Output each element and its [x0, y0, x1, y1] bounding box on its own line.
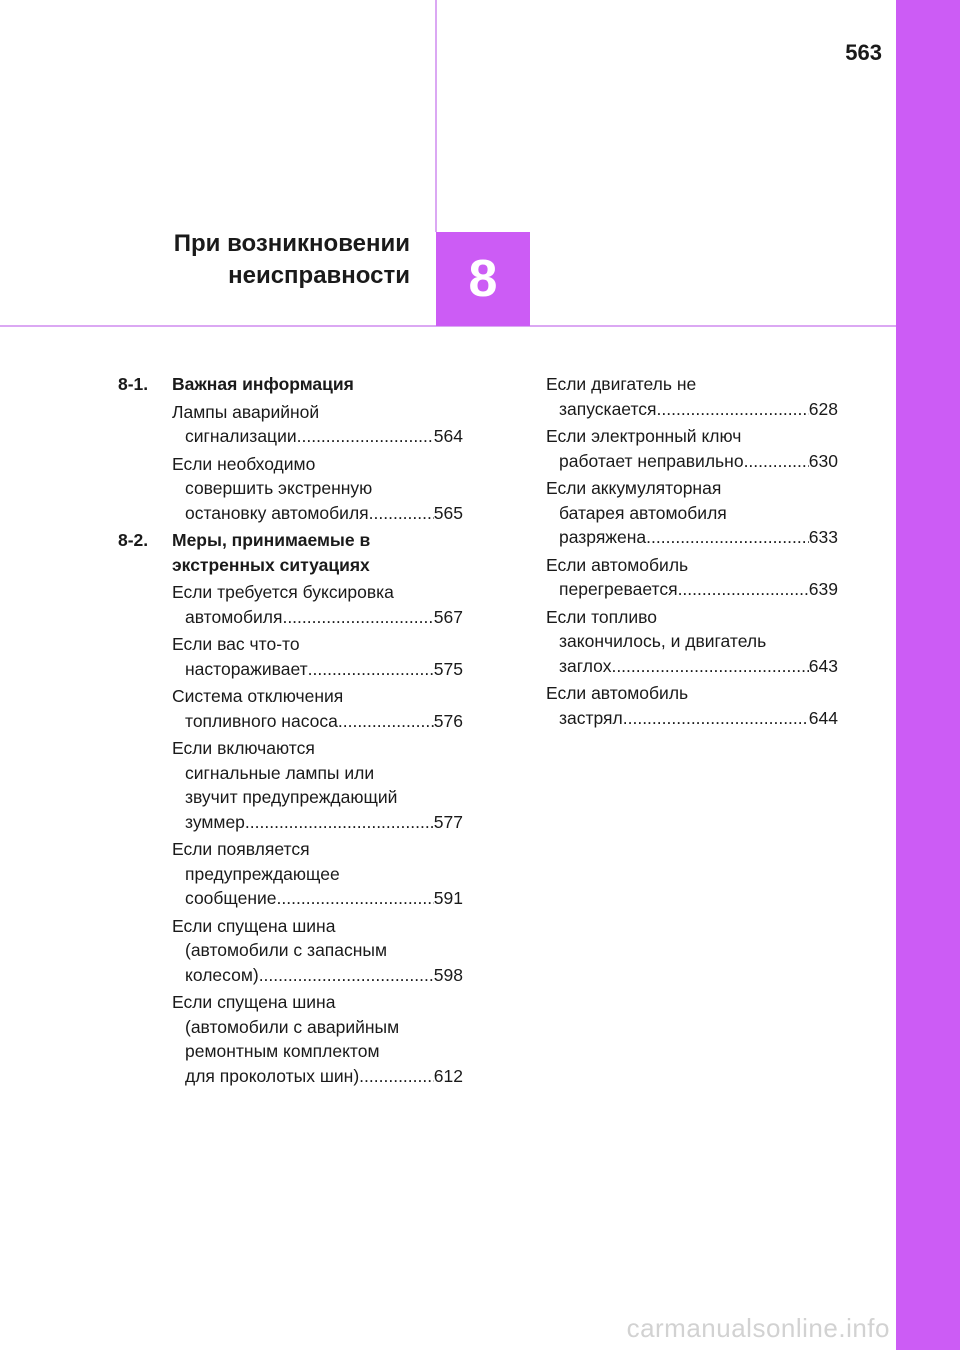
section-title: экстренных ситуациях	[172, 554, 370, 575]
toc-entry-text: сигнализации	[185, 426, 297, 446]
toc-page-number: 630	[808, 450, 838, 471]
toc-page-number: 564	[433, 426, 463, 446]
toc-page-number: 577	[433, 811, 463, 832]
toc-entry[interactable]	[172, 914, 463, 988]
section-title: Важная информация	[172, 374, 354, 394]
dot-leader	[623, 706, 809, 731]
chapter-number-tab	[436, 232, 530, 326]
toc-entry-text: работает неправильно	[559, 450, 744, 471]
toc-page-number: 644	[808, 707, 838, 728]
section-number: 8-1.	[118, 374, 149, 394]
chapter-title	[174, 228, 410, 292]
toc-entry-text: Если аккумуляторная	[546, 478, 722, 498]
toc-page-number: 639	[808, 579, 838, 599]
toc-page-number: 643	[808, 655, 838, 676]
toc-entry-text: (автомобили с аварийным	[185, 1016, 400, 1037]
toc-entry-text: Система отключения	[172, 686, 344, 706]
toc-entry-text: Если спущена шина	[172, 992, 336, 1012]
toc-entry-text: Если появляется	[172, 839, 310, 859]
dot-leader	[744, 449, 809, 474]
section-number: 8-2.	[118, 530, 149, 550]
toc-entry[interactable]	[546, 553, 838, 602]
toc-page-number: 565	[433, 502, 463, 523]
dot-leader	[259, 963, 434, 988]
section-title: Меры, принимаемые в	[172, 530, 371, 550]
page-number: 563	[845, 40, 882, 65]
toc-entry-text: Если топливо	[546, 606, 657, 627]
dot-leader	[338, 709, 434, 734]
toc-entry-text: топливного насоса	[185, 710, 338, 731]
toc-entry[interactable]	[172, 684, 463, 733]
toc-entry-text: батарея автомобиля	[559, 502, 727, 523]
toc-left-column	[118, 372, 463, 1091]
toc-entry-text: автомобиля	[185, 606, 283, 627]
toc-entry[interactable]	[172, 452, 463, 526]
toc-entry-text: перегревается	[559, 579, 678, 599]
toc-entry[interactable]	[172, 837, 463, 911]
toc-page-number: 628	[808, 398, 838, 419]
dot-leader	[245, 810, 434, 835]
toc-entry-text: Если электронный ключ	[546, 426, 742, 446]
watermark: carmanualsonline.info	[626, 1313, 890, 1343]
toc-entry-text: совершить экстренную	[185, 478, 373, 498]
toc-entry-text: Если включаются	[172, 738, 315, 758]
toc-section-heading	[118, 528, 463, 577]
toc-entry-text: закончилось, и двигатель	[559, 631, 767, 651]
toc-entry-text: Если необходимо	[172, 453, 316, 474]
dot-leader	[657, 397, 809, 422]
toc-entry-text: звучит предупреждающий	[185, 787, 398, 807]
toc-entry-text: сообщение	[185, 888, 277, 908]
toc-entry-text: Если вас что-то	[172, 634, 300, 654]
toc-entry-text: застрял	[559, 707, 623, 728]
toc-entry[interactable]	[546, 476, 838, 550]
toc-entry[interactable]	[546, 424, 838, 473]
toc-entry-text: для проколотых шин)	[185, 1065, 360, 1086]
toc-entry-text: зуммер	[185, 811, 245, 832]
toc-entry-text: заглох	[559, 655, 612, 676]
toc-page-number: 591	[433, 888, 463, 908]
toc-entry-text: остановку автомобиля	[185, 502, 369, 523]
toc-entry-text: предупреждающее	[185, 863, 340, 884]
toc-entry[interactable]	[172, 400, 463, 449]
toc-entry-text: Если спущена шина	[172, 915, 336, 936]
chapter-title-line1: При возникновении	[173, 230, 410, 257]
toc-entry-text: (автомобили с запасным	[185, 940, 388, 960]
toc-entry-text: Если требуется буксировка	[172, 582, 394, 602]
toc-page-number: 575	[433, 658, 463, 679]
dot-leader	[297, 424, 434, 449]
chapter-number: 8	[468, 250, 498, 308]
toc-page-number: 612	[433, 1065, 463, 1086]
dot-leader	[678, 577, 809, 602]
dot-leader	[282, 605, 433, 630]
dot-leader	[277, 886, 434, 911]
toc-entry-text: Если автомобиль	[546, 683, 689, 703]
vertical-divider	[435, 0, 437, 232]
toc-entry-text: Если автомобиль	[546, 554, 689, 575]
toc-entry[interactable]	[546, 681, 838, 730]
toc-entry[interactable]	[172, 632, 463, 681]
toc-page-number: 633	[808, 527, 838, 547]
toc-entry[interactable]	[546, 372, 838, 421]
toc-page-number: 598	[433, 964, 463, 985]
toc-entry-text: Лампы аварийной	[172, 401, 320, 422]
toc-entry-text: разряжена	[559, 527, 647, 547]
toc-entry-text: колесом)	[185, 964, 259, 985]
toc-entry-text: сигнальные лампы или	[185, 762, 375, 783]
dot-leader	[359, 1064, 434, 1089]
toc-right-column	[546, 372, 838, 733]
dot-leader	[646, 525, 809, 550]
toc-page-number: 576	[433, 710, 463, 731]
toc-section-heading	[118, 372, 463, 397]
toc-entry-text: настораживает	[185, 658, 308, 679]
toc-entry[interactable]	[172, 990, 463, 1088]
toc-entry[interactable]	[546, 605, 838, 679]
toc-entry-text: Если двигатель не	[546, 374, 697, 394]
toc-page-number: 567	[433, 606, 463, 627]
dot-leader	[308, 657, 434, 682]
toc-entry[interactable]	[172, 736, 463, 834]
toc-entry[interactable]	[172, 580, 463, 629]
toc-entry-text: ремонтным комплектом	[185, 1041, 380, 1061]
dot-leader	[611, 654, 808, 679]
toc-entry-text: запускается	[559, 398, 657, 419]
chapter-title-line2: неисправности	[228, 262, 410, 289]
chapter-side-bar	[896, 0, 960, 1350]
dot-leader	[369, 501, 434, 526]
